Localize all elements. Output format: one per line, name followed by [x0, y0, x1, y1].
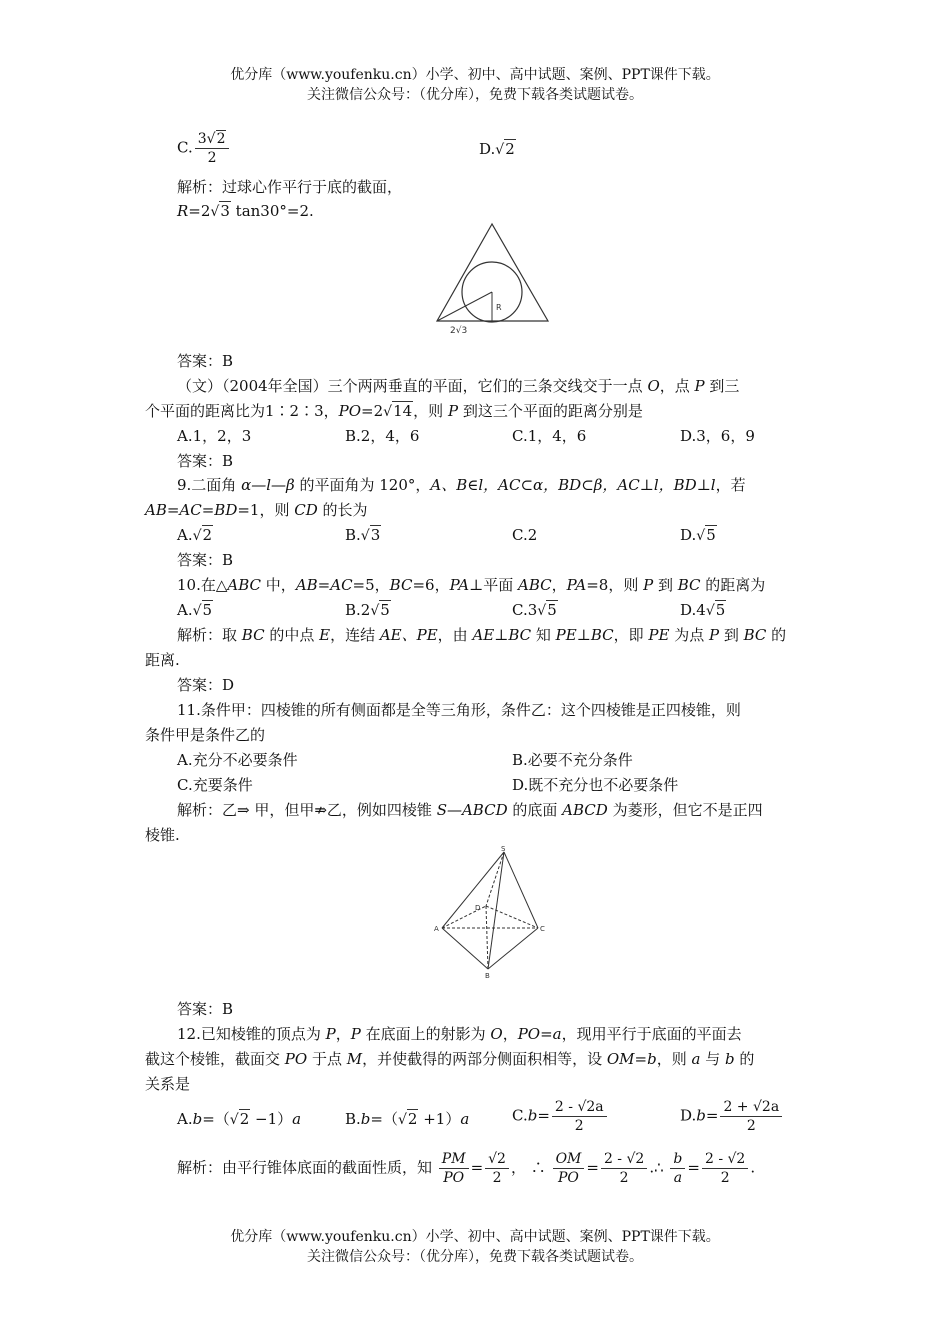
q12-analysis: 解析：由平行锥体底面的截面性质，知 $\frac{PM}{PO}$ = $\frac{√2}{2}$ ， ∴ $\frac{OM}{PO}$ = $\frac{2 - √2}{2}$ .∴ $\frac{b}{a}$ = $\frac{2 - √2}{2}$ . [177, 1151, 756, 1186]
footer-line-1: 优分库（www.youfenku.cn）小学、初中、高中试题、案例、PPT课件下载。 [230, 1229, 720, 1245]
wen-option-d: D.3，6，9 [680, 427, 755, 445]
q10-analysis-line-1: 解析：取 BC 的中点 E，连结 AE、PE，由 AE⊥BC 知 PE⊥BC，即 PE 为点 P 到 BC 的 [177, 626, 787, 644]
label-A: A [434, 925, 439, 933]
label-S: S [501, 845, 506, 853]
edge-BC [488, 928, 538, 969]
label-R: R [496, 303, 502, 312]
label-D: D [475, 904, 481, 912]
wen-option-a: A.1，2，3 [177, 427, 252, 445]
q11-option-c: C.充要条件 [177, 776, 253, 794]
q10-answer: 答案：D [177, 676, 235, 694]
q12-option-b: B.b=（√2 +1）a [345, 1110, 470, 1128]
q10-option-c: C.3√5 [512, 601, 557, 619]
wen-answer: 答案：B [177, 452, 234, 470]
pyramid-figure [430, 842, 550, 982]
footer-line-2: 关注微信公众号：（优分库），免费下载各类试题试卷。 [307, 1249, 643, 1265]
label-C: C [540, 925, 545, 933]
q9-line-1: 9.二面角 α—l—β 的平面角为 120°，A、B∈l，AC⊂α，BD⊂β，AC⊥l，BD⊥l，若 [177, 476, 746, 494]
q9-option-b: B.√3 [345, 526, 381, 544]
q11-option-b: B.必要不充分条件 [512, 751, 633, 769]
header-line-1: 优分库（www.youfenku.cn）小学、初中、高中试题、案例、PPT课件下载。 [230, 67, 720, 83]
wen-question-line-1: （文）（2004年全国）三个两两垂直的平面，它们的三条交线交于一点 O，点 P 到三 [177, 377, 740, 395]
q9-option-a: A.√2 [177, 526, 213, 544]
q12-line-1: 12.已知棱锥的顶点为 P，P 在底面上的射影为 O，PO=a，现用平行于底面的平面去 [177, 1025, 742, 1043]
q11-option-a: A.充分不必要条件 [177, 751, 298, 769]
q12-option-d: D.b= $\frac{2 + √2a}{2}$ [680, 1098, 784, 1135]
edge-AB [442, 928, 488, 969]
q8-analysis: 解析：过球心作平行于底的截面， [177, 178, 403, 196]
q12-line-3: 关系是 [145, 1075, 191, 1093]
q12-option-c: C.b= $\frac{2 - √2a}{2}$ [512, 1098, 609, 1135]
q11-analysis-line-1: 解析：乙⇒ 甲，但甲⇏乙，例如四棱锥 S—ABCD 的底面 ABCD 为菱形，但它不是正四 [177, 801, 763, 819]
label-B: B [485, 972, 490, 980]
q10-option-b: B.2√5 [345, 601, 390, 619]
q9-line-2: AB=AC=BD=1，则 CD 的长为 [145, 501, 368, 519]
q9-answer: 答案：B [177, 551, 234, 569]
q8-formula: R=2√3 tan30°=2. [177, 202, 314, 220]
q8-option-c: C. $\frac{3√2}{2}$ [177, 130, 231, 167]
wen-option-b: B.2，4，6 [345, 427, 420, 445]
q11-line-1: 11.条件甲：四棱锥的所有侧面都是全等三角形，条件乙：这个四棱锥是正四棱锥，则 [177, 701, 741, 719]
q8-option-d: D.√2 [479, 140, 515, 158]
edge-SC [504, 852, 538, 928]
q11-option-d: D.既不充分也不必要条件 [512, 776, 679, 794]
q8-answer: 答案：B [177, 352, 234, 370]
diagonal-DB [486, 906, 488, 969]
label-base: 2√3 [450, 326, 468, 336]
wen-question-line-2: 个平面的距离比为1∶2∶3，PO=2√14，则 P 到这三个平面的距离分别是 [145, 402, 643, 420]
q11-answer: 答案：B [177, 1000, 234, 1018]
q10-analysis-line-2: 距离. [145, 651, 180, 669]
q10-option-d: D.4√5 [680, 601, 726, 619]
q11-analysis-line-2: 棱锥. [145, 826, 180, 844]
header-line-2: 关注微信公众号：（优分库），免费下载各类试题试卷。 [307, 87, 643, 103]
q12-option-a: A.b=（√2 −1）a [177, 1110, 302, 1128]
wen-option-c: C.1，4，6 [512, 427, 587, 445]
q12-line-2: 截这个棱锥，截面交 PO 于点 M，并使截得的两部分侧面积相等，设 OM=b，则 a 与 b 的 [145, 1050, 755, 1068]
q11-line-2: 条件甲是条件乙的 [145, 726, 266, 744]
q10-option-a: A.√5 [177, 601, 213, 619]
q9-option-d: D.√5 [680, 526, 716, 544]
edge-SD [486, 852, 504, 906]
inscribed-circle-figure [430, 220, 555, 338]
q9-option-c: C.2 [512, 526, 538, 544]
q10-line-1: 10.在△ABC 中，AB=AC=5，BC=6，PA⊥平面 ABC，PA=8，则 P 到 BC 的距离为 [177, 576, 766, 594]
